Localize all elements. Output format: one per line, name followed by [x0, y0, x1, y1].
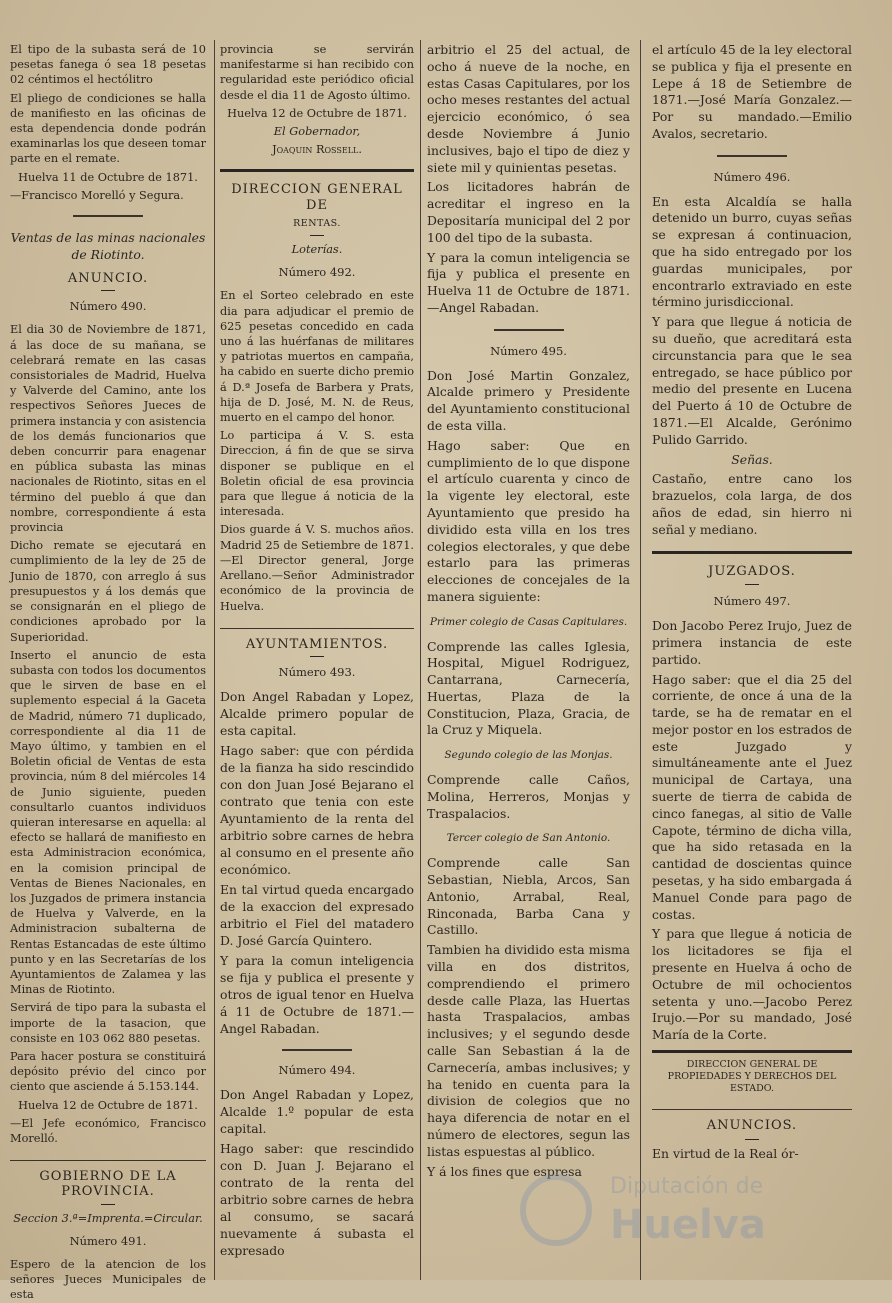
paragraph: El pliego de condiciones se halla de manifiesto en las oficinas de esta dependencia donde podrán examinarlas los que deseen tomar parte en el remate. — [10, 91, 206, 166]
paragraph: Inserto el anuncio de esta subasta con todos los documentos que le sirven de base en el suplemento especial á la Gaceta de Madrid, número 71 duplicado, correspondiente al dia 11 de Mayo último, y tambien en el Boletin oficial de Ventas de esta provincia, núm 8 del miércoles 14 de Junio siguiente, pueden consultarlo cuantos individuos quieran interesarse en aquella: al efecto se hallará de manifiesto en esta Administracion económica, en la comision principal de Ventas de Bienes Nacionales, en los Juzgados de primera instancia de Huelva y Valverde, en la Administracion subalterna de Rentas Estancadas de este último punto y en las Secretarías de los Ayuntamientos de Zalamea y las Minas de Riotinto. — [10, 648, 206, 997]
section-divider — [717, 155, 787, 157]
section-subtitle: Señas. — [731, 451, 773, 467]
paragraph: Los licitadores habrán de acreditar el ingreso en la Depositaría municipal del 2 por 100 del tipo de la subasta. — [427, 179, 630, 245]
column-2 — [220, 42, 414, 1280]
paragraph: provincia se servirán manifestarme si han recibido con regularidad este periódico oficial desde el dia 11 de Agosto último. — [220, 43, 414, 102]
paragraph: Y para que llegue á noticia de los licitadores se fija el presente en Huelva á ocho de Octubre de mil ochocientos setenta y uno.—Jacobo Perez Irujo.—Por su mandado, José María de la Corte. — [652, 926, 852, 1043]
section-divider — [652, 1109, 852, 1110]
section-heading-sub: RENTAS. — [293, 217, 341, 229]
notice-number: Número 491. — [69, 1233, 147, 1248]
paragraph: En el Sorteo celebrado en este dia para adjudicar el premio de 625 pesetas concedido en cada uno á las huérfanas de militares y patriotas muertos en campaña, ha cabido en suerte dicho premio á D.ª Josefa de Barbera y Prats, hija de D. José, M. N. de Reus, muerto en el campo del honor. — [220, 289, 414, 425]
signature-title: El Gobernador, — [273, 125, 361, 139]
paragraph: Hago saber: que el dia 25 del corriente, de once á una de la tarde, se ha de rematar en el mejor postor en los estrados de este Juzgado y simultáneamente ante el Juez municipal de Cartaya, una suerte de tierra de cabida de cinco fanegas, al sitio de Valle Capote, término de dicha villa, que ha sido retasada en la cantidad de doscientas quince pesetas, y ha sido embargada á Manuel Conde para pago de costas. — [652, 671, 852, 922]
notice-number: Número 493. — [278, 664, 356, 679]
section-subtitle: Primer colegio de Casas Capitulares. — [429, 615, 628, 628]
dash-divider — [745, 584, 759, 585]
paragraph: Don José Martin Gonzalez, Alcalde primero y Presidente del Ayuntamiento constitucional de esta villa. — [427, 367, 630, 433]
section-divider — [220, 169, 414, 172]
column-divider — [420, 40, 421, 1280]
notice-number: Número 495. — [490, 343, 567, 358]
watermark-line: Huelva — [610, 1202, 766, 1248]
date-line: Huelva 12 de Octubre de 1871. — [227, 106, 407, 120]
section-title: Ventas de las minas nacionales de Riotinto. — [10, 230, 206, 263]
dash-divider — [101, 1204, 115, 1205]
paragraph: Comprende las calles Iglesia, Hospital, Miguel Rodriguez, Cantarrana, Carnecería, Huertas, Plaza de la Constitucion, Plaza, Gracia, de la Cruz y Miquela. — [427, 638, 630, 738]
paragraph: Dios guarde á V. S. muchos años. Madrid 25 de Setiembre de 1871.—El Director general, Jorge Arellano.—Señor Administrador económico de la provincia de Huelva. — [220, 523, 414, 613]
date-line: Huelva 12 de Octubre de 1871. — [18, 1098, 198, 1112]
paragraph: Don Jacobo Perez Irujo, Juez de primera instancia de este partido. — [652, 618, 852, 667]
paragraph: Comprende calle San Sebastian, Niebla, Arcos, San Antonio, Arrabal, Real, Rinconada, Barba Cana y Castillo. — [427, 855, 630, 938]
section-divider — [282, 1049, 352, 1051]
column-3 — [427, 42, 630, 1280]
section-heading: JUZGADOS. — [708, 563, 796, 579]
paragraph: Y para la comun inteligencia se fija y publica el presente en Huelva 11 de Octubre de 1871.—Angel Rabadan. — [427, 249, 630, 315]
paragraph: Don Angel Rabadan y Lopez, Alcalde primero popular de esta capital. — [220, 689, 414, 739]
section-subtitle: Seccion 3.ª=Imprenta.=Circular. — [13, 1211, 203, 1225]
section-divider — [652, 1050, 852, 1053]
paragraph: Hago saber: que rescindido con D. Juan J. Bejarano el contrato de la renta del arbitrio sobre carnes de hebra al consumo, se sacará nuevamente á subasta el expresado — [220, 1141, 414, 1259]
paragraph: Y á los fines que espresa — [427, 1163, 582, 1179]
watermark-line: Diputación de — [610, 1174, 764, 1199]
signature: Joaquin Rossell. — [272, 143, 362, 157]
section-subtitle: Segundo colegio de las Monjas. — [444, 749, 613, 762]
column-1 — [10, 42, 206, 1302]
dash-divider — [101, 290, 115, 291]
date-line: Huelva 11 de Octubre de 1871. — [18, 170, 198, 184]
notice-number: Número 492. — [278, 265, 356, 280]
signature: —El Jefe económico, Francisco Morelló. — [10, 1116, 206, 1145]
seal-icon — [520, 1174, 592, 1246]
paragraph: Tambien ha dividido esta misma villa en dos distritos, comprendiendo el primero desde calle Plaza, las Huertas hasta Traspalacios, ambas inclusives; y el segundo desde calle San Sebastian á la de Carnecería, ambas inclusives; y ha tenido en cuenta para la division de colegios que no haya diferencia de notar en el número de electores, segun las listas espuestas al público. — [427, 942, 630, 1159]
column-4 — [652, 42, 852, 1280]
section-heading: DIRECCION GENERAL DE — [231, 182, 403, 213]
column-divider — [640, 40, 641, 1280]
paragraph: El dia 30 de Noviembre de 1871, á las doce de su mañana, se celebrará remate en las casas consistoriales de Madrid, Huelva y Valverde del Camino, ante los respectivos Señores Jueces de primera instancia y con asistencia de los demás funcionarios que deben concurrir para enagenar en pública subasta las minas nacionales de Riotinto, sitas en el término del pueblo á que dan nombre, correspondiente á esta provincia — [10, 323, 206, 535]
paragraph: Y para que llegue á noticia de su dueño, que acreditará esta circunstancia para que le sea entregado, se hace público por medio del presente en Lucena del Puerto á 10 de Octubre de 1871.—El Alcalde, Gerónimo Pulido Garrido. — [652, 314, 852, 447]
paragraph: Y para la comun inteligencia se fija y publica el presente y otros de igual tenor en Huelva á 11 de Octubre de 1871.—Angel Rabadan. — [220, 953, 414, 1037]
section-divider — [73, 215, 143, 217]
section-heading: ANUNCIOS. — [706, 1118, 798, 1134]
paragraph: Hago saber: Que en cumplimiento de lo que dispone el artículo cuarenta y cinco de la vigente ley electoral, este Ayuntamiento que presido ha dividido esta villa en los tres colegios electorales, y que debe estarlo para las primeras elecciones de concejales de la manera siguiente: — [427, 437, 630, 604]
notice-number: Número 497. — [713, 594, 791, 609]
paragraph: En virtud de la Real ór- — [652, 1145, 799, 1161]
section-divider — [10, 1160, 206, 1161]
dash-divider — [310, 656, 324, 657]
paragraph: arbitrio el 25 del actual, de ocho á nueve de la noche, en estas Casas Capitulares, por los ocho meses restantes del actual ejercicio económico, ó sea desde Noviembre á Junio inclusives, bajo el tipo de diez y siete mil y quinientas pesetas. — [427, 42, 630, 175]
signature: —Francisco Morelló y Segura. — [10, 188, 184, 202]
section-subtitle: Tercer colegio de San Antonio. — [446, 832, 611, 845]
section-heading: ANUNCIO. — [67, 271, 149, 287]
section-divider — [652, 551, 852, 554]
notice-number: Número 496. — [713, 169, 791, 184]
paragraph: Lo participa á V. S. esta Direccion, á fin de que se sirva disponer se publique en el Boletin oficial de esa provincia para que llegue á noticia de la interesada. — [220, 429, 414, 519]
section-heading: DIRECCION GENERAL DE PROPIEDADES Y DERECHOS DEL ESTADO. — [667, 1059, 837, 1095]
section-divider — [494, 329, 564, 331]
archive-watermark — [520, 1168, 880, 1258]
paragraph: Castaño, entre cano los brazuelos, cola larga, de dos años de edad, sin hierro ni señal y mediano. — [652, 471, 852, 537]
paragraph: Servirá de tipo para la subasta el importe de la tasacion, que consiste en 103 062 880 pesetas. — [10, 1001, 206, 1045]
paragraph: En tal virtud queda encargado de la exaccion del expresado arbitrio el Fiel del matadero D. José García Quintero. — [220, 882, 414, 949]
dash-divider — [310, 235, 324, 236]
section-heading: AYUNTAMIENTOS. — [245, 636, 389, 652]
paragraph: Espero de la atencion de los señores Jueces Municipales de esta — [10, 1258, 206, 1302]
paragraph: El tipo de la subasta será de 10 pesetas fanega ó sea 18 pesetas 02 céntimos el hectólitro — [10, 43, 206, 87]
notice-number: Número 494. — [278, 1063, 356, 1078]
paragraph: Hago saber: que con pérdida de la fianza ha sido rescindido con don Juan José Bejarano el contrato que tenia con este Ayuntamiento de la renta del arbitrio sobre carnes de hebra al consumo en el presente año económico. — [220, 743, 414, 878]
column-divider — [214, 40, 215, 1280]
paragraph: el artículo 45 de la ley electoral se publica y fija el presente en Lepe á 18 de Setiembre de 1871.—José María Gonzalez.—Por su mandado.—Emilio Avalos, secretario. — [652, 42, 852, 141]
paragraph: Don Angel Rabadan y Lopez, Alcalde 1.º popular de esta capital. — [220, 1087, 414, 1137]
section-divider — [220, 628, 414, 629]
paragraph: Dicho remate se ejecutará en cumplimiento de la ley de 25 de Junio de 1870, con arreglo á sus presupuestos y á los demás que se consignarán en el pliego de condiciones aprobado por la Superioridad. — [10, 539, 206, 644]
paragraph: Comprende calle Caños, Molina, Herreros, Monjas y Traspalacios. — [427, 772, 630, 821]
notice-number: Número 490. — [69, 299, 147, 314]
section-heading: GOBIERNO DE LA PROVINCIA. — [39, 1169, 177, 1200]
section-subtitle: Loterías. — [291, 243, 343, 257]
dash-divider — [745, 1139, 759, 1140]
paragraph: Para hacer postura se constituirá depósito prévio del cinco por ciento que asciende á 5.153.144. — [10, 1049, 206, 1094]
paragraph: En esta Alcaldía se halla detenido un burro, cuyas señas se expresan á continuacion, que ha sido entregado por los guardas municipales, por encontrarlo extraviado en este término jurisdiccional. — [652, 193, 852, 310]
